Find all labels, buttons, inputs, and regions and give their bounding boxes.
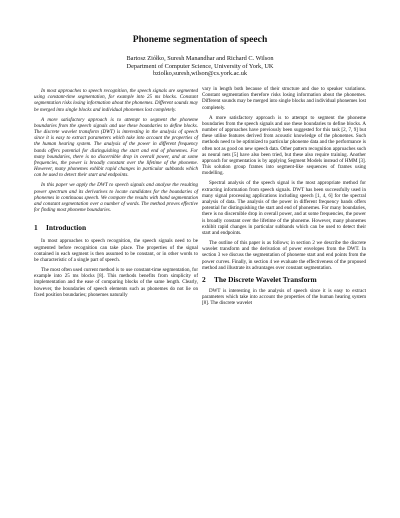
section-title: Introduction — [46, 223, 87, 233]
left-column — [34, 88, 198, 302]
body-paragraph: Spectral analysis of the speech signal is the most appropriate method for extracting information from speech signals. DWT has been successfully used in many signal processing applications including speech [1, 4, 6] for the spectral analysis of data. The analysis of the power in different frequency bands offers potential for distinguishing the start and end of phonemes. For many boundaries, there is no discernible drop in overall power, and at some frequencies, the power is broadly constant over the lifetime of the phoneme. However, many phonemes exhibit rapid changes in particular subbands which can be used to detect their start and endpoints. — [202, 180, 366, 236]
section-heading-dwt — [202, 275, 366, 284]
author-names: Bartosz Ziółko, Suresh Manandhar and Richard C. Wilson — [126, 55, 274, 62]
abstract-paragraph: In most approaches to speech recognition, the speech signals are segmented using constant-time segmentation, for example into 25 ms blocks. Constant segmentation risks losing information about the phonemes. Different sounds may be merged into single blocks and individual phonemes lost completely. — [34, 88, 198, 113]
author-email: bziolko,suresh,wilson@cs.york.ac.uk — [152, 70, 248, 78]
right-column — [202, 86, 366, 310]
author-block — [0, 55, 400, 78]
abstract-paragraph: In this paper we apply the DWT to speech signals and analyse the resulting power spectrum and its derivatives to locate candidates for the boundaries of phonemes in continuous speech. We compare the results with hand segmentation and constant segmentation over a number of words. The method proves effective for finding most phoneme boundaries. — [34, 182, 198, 214]
section-heading-introduction — [34, 223, 198, 232]
section-number: 2 — [202, 274, 206, 284]
abstract-paragraph: A more satisfactory approach is to attempt to segment the phoneme boundaries from the speech signals and use these boundaries to define blocks. The discrete wavelet transform (DWT) is interesting in the analysis of speech since it is easy to extract parameters which take into account the properties of the human hearing system. The analysis of the power in different frequency bands offers potential for distinguishing the start and end of phonemes. For many boundaries, there is no discernible drop in overall power, and at some frequencies, the power is broadly constant over the lifetime of the phoneme. However, many phonemes exhibit rapid changes in particular subbands which can be used to detect their start and endpoints. — [34, 116, 198, 179]
body-paragraph: In most approaches to speech recognition, the speech signals need to be segmented before recognition can take place. The properties of the signal contained in each segment is then assumed to be constant, or in other words to be characteristic of a single part of speech. — [34, 238, 198, 263]
section-title: The Discrete Wavelet Transform — [214, 274, 317, 284]
section-number: 1 — [34, 223, 38, 233]
body-paragraph: A more satisfactory approach is to attempt to segment the phoneme boundaries from the speech signals and use these boundaries to define blocks. A number of approaches have previously been suggested for this task [2, 7, 9] but these utilise features derived from acoustic knowledge of the phonemes. Such methods need to be optimized to particular phoneme data and the performance is often not as good on new speech data. Other pattern recognition approaches such as neural nets [5] have also been tried, but these also require training. Another approach for segmentation is by applying Segment Models instead of HMM [3]. This solution group frames into segment-like sequences of frames using modelling. — [202, 114, 366, 177]
body-paragraph: vary in length both because of their structure and due to speaker variations. Constant segmentation therefore risks losing information about the phonemes. Different sounds may be merged into single blocks and individual phonemes lost completely. — [202, 86, 366, 111]
affiliation: Department of Computer Science, University of York, UK — [126, 62, 274, 70]
abstract — [34, 88, 198, 213]
body-paragraph: DWT is interesting in the analysis of speech since it is easy to extract parameters which take into account the properties of the human hearing system [8]. The discrete wavelet — [202, 287, 366, 307]
body-paragraph: The outline of this paper is as follows; in section 2 we describe the discrete wavelet transform and the derivation of power envelopes from the DWT. In section 3 we discuss the segmentation of phoneme start and end points from the power curves. Finally, in section 4 we evaluate the effectiveness of the proposed method and illustrate its advantages over constant segmentation. — [202, 239, 366, 271]
paper-title: Phoneme segmentation of speech — [132, 34, 268, 45]
body-paragraph: The most often used current method is to use constant-time segmentation, for example into 25 ms blocks [8]. This methods benefits from simplicity of implementation and the ease of comparing blocks of the same length. Clearly, however, the boundaries of speech elements such as phonemes do not lie on fixed position boundaries; phonemes naturally — [34, 266, 198, 298]
